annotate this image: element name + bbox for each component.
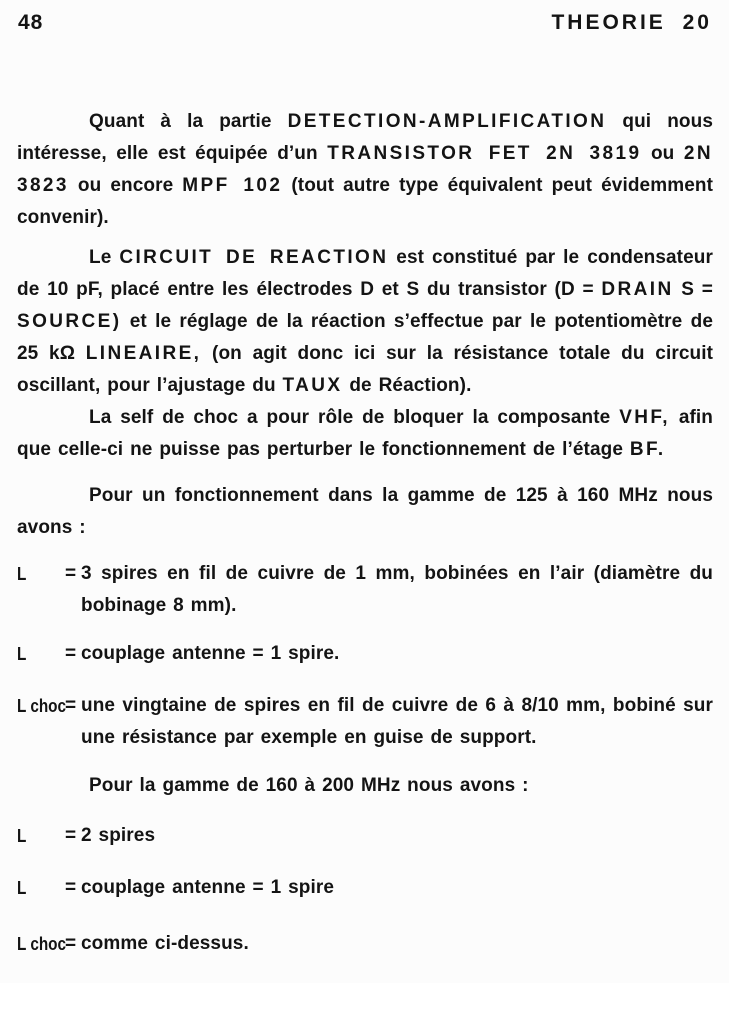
- coil-description: 2 spires: [81, 825, 156, 846]
- equals-sign: =: [65, 825, 77, 846]
- paragraph-circuit-reaction: [17, 242, 713, 402]
- equals-sign: =: [65, 695, 77, 716]
- running-title: THEORIE 20: [551, 11, 712, 34]
- text-run: ou: [641, 143, 684, 164]
- coil-spec-row-L-2spires: [17, 820, 713, 852]
- text-run: Pour un fonctionnement dans la gamme de 125 à 160 MHz nous avons :: [17, 485, 713, 538]
- coil-label: L choc: [17, 934, 67, 954]
- text-run-caps: DETECTION-AMPLIFICATION: [287, 111, 607, 132]
- text-run: afin que celle-ci ne puisse pas perturber le fonctionnement de l’étage: [17, 407, 713, 460]
- paragraph-range-125-160-intro: [17, 480, 713, 544]
- text-run-caps: TAUX: [282, 375, 343, 396]
- coil-description: couplage antenne = 1 spire.: [81, 643, 340, 664]
- text-run-caps: VHF,: [619, 407, 670, 428]
- coil-label: L: [17, 826, 27, 846]
- equals-sign: =: [65, 877, 77, 898]
- coil-spec-row-L-choc: [17, 690, 713, 754]
- text-run-caps: 2N 3823: [17, 143, 714, 196]
- coil-spec-row-L-antenna-2: [17, 872, 713, 904]
- text-run: S =: [673, 279, 713, 300]
- equals-sign: =: [65, 563, 77, 584]
- text-run-caps: MPF 102: [182, 175, 283, 196]
- text-run: Quant à la partie: [89, 111, 288, 132]
- coil-label: L: [17, 564, 27, 584]
- coil-spec-row-L-antenna: [17, 638, 713, 670]
- equals-sign: =: [65, 933, 77, 954]
- text-run-caps: DRAIN: [601, 279, 674, 300]
- text-run-caps: BF.: [629, 439, 666, 460]
- text-run: qui nous intéresse, elle est équipée d’un: [17, 111, 713, 164]
- paragraph-detection-amplification: [17, 106, 713, 234]
- coil-spec-row-L-choc-2: [17, 928, 713, 960]
- text-run-caps: LINEAIRE,: [85, 343, 202, 364]
- coil-label: L: [17, 878, 27, 898]
- text-run: (on agit donc ici sur la résistance totale du circuit oscillant, pour l’ajustage du: [17, 343, 713, 396]
- text-run: est constitué par le condensateur de 10 pF, placé entre les électrodes D et S du transistor (D =: [17, 247, 713, 300]
- page-header: [18, 10, 712, 36]
- coil-spec-row-L-air: [17, 558, 713, 622]
- coil-description: une vingtaine de spires en fil de cuivre de 6 à 8/10 mm, bobiné sur une résistance par exemple en guise de support.: [81, 695, 713, 748]
- equals-sign: =: [65, 643, 77, 664]
- coil-description: 3 spires en fil de cuivre de 1 mm, bobinées en l’air (diamètre du bobinage 8 mm).: [81, 563, 713, 616]
- text-run: ou encore: [68, 175, 183, 196]
- paragraph-range-160-200-intro: [17, 770, 713, 802]
- text-run-caps: SOURCE): [17, 311, 122, 332]
- text-run-caps: TRANSISTOR FET 2N 3819: [327, 143, 642, 164]
- text-run: (tout autre type équivalent peut évidemment convenir).: [17, 175, 713, 228]
- coil-description: comme ci-dessus.: [81, 933, 249, 954]
- text-run: de Réaction).: [342, 375, 472, 396]
- page-number: 48: [18, 11, 44, 34]
- coil-label: L choc: [17, 696, 67, 716]
- text-run: et le réglage de la réaction s’effectue par le potentiomètre de 25 kΩ: [17, 311, 713, 364]
- text-run: Le: [89, 247, 120, 268]
- coil-label: L: [17, 644, 27, 664]
- text-run: Pour la gamme de 160 à 200 MHz nous avons :: [89, 775, 529, 796]
- paragraph-self-de-choc: [17, 402, 713, 466]
- text-run-caps: CIRCUIT DE REACTION: [119, 247, 389, 268]
- text-run: La self de choc a pour rôle de bloquer la composante: [89, 407, 620, 428]
- coil-description: couplage antenne = 1 spire: [81, 877, 335, 898]
